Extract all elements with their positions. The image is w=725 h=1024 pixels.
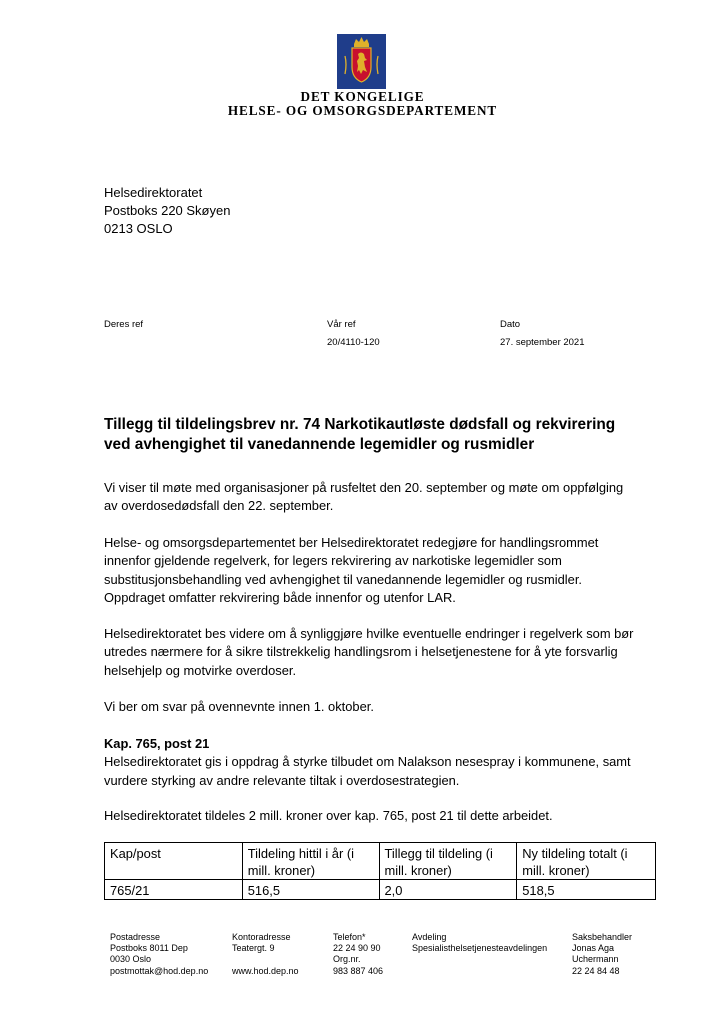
paragraph-line: vurdere styrking av andre relevante tiltak i overdosestrategien. xyxy=(104,772,460,788)
footer-label: Org.nr. xyxy=(333,954,361,965)
footer-value: Teatergt. 9 xyxy=(232,943,275,954)
footer-value: Spesialisthelsetjenesteavdelingen xyxy=(412,943,548,954)
table-cell: 765/21 xyxy=(105,880,243,900)
deres-ref-label: Deres ref xyxy=(104,319,144,330)
table-cell: 516,5 xyxy=(242,880,379,900)
paragraph-line: utredes nærmere for å sikre tilstrekkelig handlingsrom i helsetjenestene for å yte forsvarlig xyxy=(104,644,618,660)
paragraph-2 xyxy=(104,534,664,607)
footer-value: Jonas Aga xyxy=(572,943,615,954)
recipient-address xyxy=(104,184,230,238)
date-label: Dato xyxy=(500,319,521,330)
table-header-cell: Kap/post xyxy=(105,843,243,880)
table-row xyxy=(105,880,656,900)
paragraph-line: Helsedirektoratet bes videre om å synliggjøre hvilke eventuelle endringer i regelverk som bør xyxy=(104,626,634,641)
recipient-city: 0213 OSLO xyxy=(104,221,173,236)
footer-label: Kontoradresse xyxy=(232,932,291,942)
paragraph-6 xyxy=(104,807,664,825)
paragraph-line: Helsedirektoratet tildeles 2 mill. kroner over kap. 765, post 21 til dette arbeidet. xyxy=(104,808,553,823)
footer-office xyxy=(232,932,299,977)
paragraph-line: Oppdraget omfatter rekvirering både innenfor og utenfor LAR. xyxy=(104,589,456,605)
recipient-name: Helsedirektoratet xyxy=(104,185,203,200)
paragraph-line: Vi ber om svar på ovennevnte innen 1. oktober. xyxy=(104,699,374,714)
footer-label: Avdeling xyxy=(412,932,447,942)
paragraph-line: Vi viser til møte med organisasjoner på rusfeltet den 20. september og møte om oppfølging xyxy=(104,480,624,495)
footer-value: 0030 Oslo xyxy=(110,954,152,965)
footer-spacer xyxy=(232,954,299,965)
paragraph-line: Helsedirektoratet gis i oppdrag å styrke tilbudet om Nalakson nesespray i kommunene, samt xyxy=(104,754,631,770)
footer-value: Postboks 8011 Dep xyxy=(110,943,188,954)
letter-title xyxy=(104,415,664,455)
section-heading: Kap. 765, post 21 xyxy=(104,736,210,751)
paragraph-4 xyxy=(104,698,664,716)
coat-of-arms-logo xyxy=(337,34,386,89)
table-header-row xyxy=(105,843,656,880)
paragraph-line: Helse- og omsorgsdepartementet ber Helsedirektoratet redegjøre for handlingsrommet xyxy=(104,535,599,550)
paragraph-3 xyxy=(104,625,664,680)
paragraph-line: innenfor gjeldende regelverk, for legers rekvirering av narkotiske legemidler som xyxy=(104,553,562,569)
paragraph-1 xyxy=(104,479,664,516)
recipient-street: Postboks 220 Skøyen xyxy=(104,203,231,218)
date-value: 27. september 2021 xyxy=(500,337,585,348)
footer-phone xyxy=(333,932,383,977)
letter-title-line1: Tillegg til tildelingsbrev nr. 74 Narkotikautløste dødsfall og rekvirering xyxy=(104,416,616,433)
allocation-table xyxy=(104,842,656,900)
department-name-line1: DET KONGELIGE xyxy=(300,89,425,104)
footer-website-link[interactable]: www.hod.dep.no xyxy=(232,965,299,976)
footer-value: 983 887 406 xyxy=(333,965,384,976)
footer-value: Uchermann xyxy=(572,954,619,965)
paragraph-line: av overdosedødsfall den 22. september. xyxy=(104,498,334,514)
section-kap-765 xyxy=(104,735,664,790)
paragraph-line: helsehjelp og motvirke overdoser. xyxy=(104,662,297,678)
table-header-cell: Tillegg til tildeling (i mill. kroner) xyxy=(379,843,517,880)
table-header-cell: Tildeling hittil i år (i mill. kroner) xyxy=(242,843,379,880)
letter-title-line2: ved avhengighet til vanedannende legemidler og rusmidler xyxy=(104,436,535,453)
footer-postal xyxy=(110,932,208,977)
footer-value: 22 24 84 48 xyxy=(572,965,620,976)
footer-label: Postadresse xyxy=(110,932,161,942)
table-cell: 518,5 xyxy=(517,880,656,900)
department-name-line2: HELSE- OG OMSORGSDEPARTEMENT xyxy=(227,103,498,118)
footer-label: Saksbehandler xyxy=(572,932,633,942)
table-header-cell: Ny tildeling totalt (i mill. kroner) xyxy=(517,843,656,880)
table-cell: 2,0 xyxy=(379,880,517,900)
var-ref-label: Vår ref xyxy=(327,319,356,330)
footer-email-link[interactable]: postmottak@hod.dep.no xyxy=(110,965,209,976)
footer-label: Telefon* xyxy=(333,932,366,942)
footer-value: 22 24 90 90 xyxy=(333,943,381,954)
var-ref-value: 20/4110-120 xyxy=(327,337,380,348)
footer-case-officer xyxy=(572,932,632,977)
footer-department xyxy=(412,932,547,954)
paragraph-line: substitusjonsbehandling ved avhengighet til vanedannende legemidler og rusmidler. xyxy=(104,571,582,587)
